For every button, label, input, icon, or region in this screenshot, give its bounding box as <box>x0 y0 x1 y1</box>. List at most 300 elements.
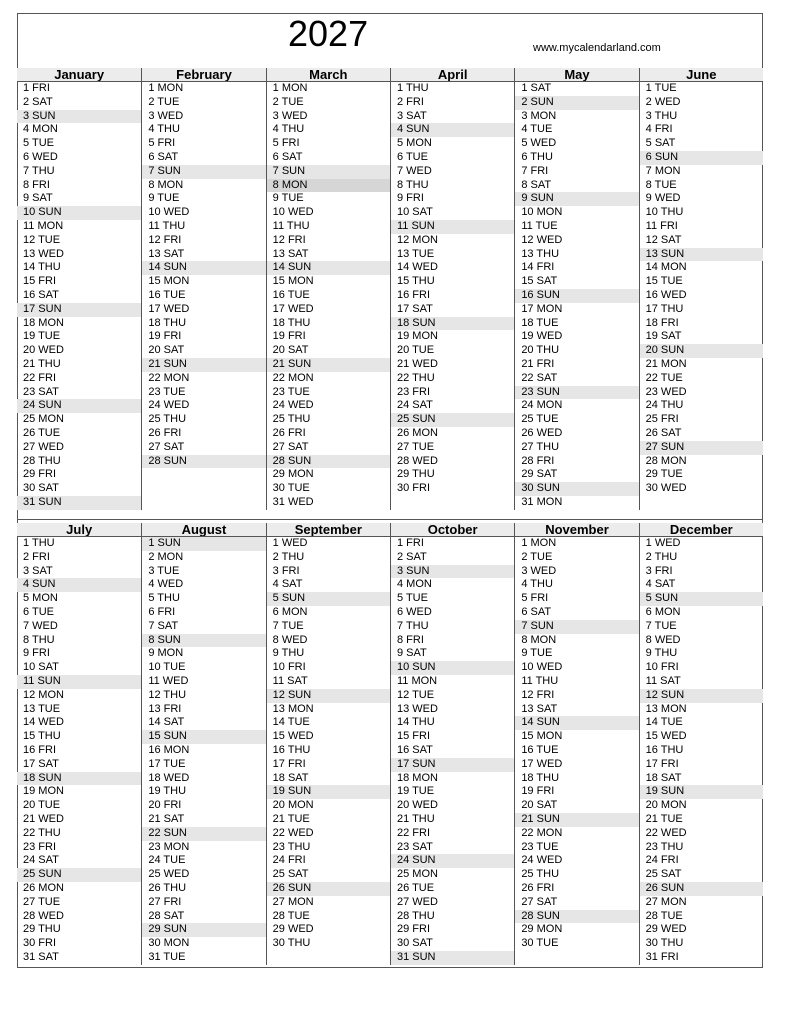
day-cell: 11 TUE <box>521 219 558 232</box>
day-cell: 16 TUE <box>521 743 559 756</box>
day-cell: 20 SAT <box>272 344 309 357</box>
day-cell: 6 TUE <box>396 150 428 163</box>
day-cell: 25 THU <box>148 413 187 426</box>
day-cell: 5 MON <box>23 592 58 605</box>
day-cell: 20 THU <box>521 344 560 357</box>
day-cell: 2 FRI <box>23 550 50 563</box>
day-cell: 10 WED <box>148 206 190 219</box>
day-cell: 30 THU <box>272 937 311 950</box>
day-cell: 1 MON <box>148 82 184 94</box>
day-cell: 25 SUN <box>17 868 141 882</box>
day-cell: 22 TUE <box>645 371 683 384</box>
day-cell: 3 FRI <box>645 564 673 577</box>
day-cell: 9 TUE <box>521 647 553 660</box>
day-cell: 28 MON <box>645 454 687 467</box>
day-cell: 3 THU <box>645 109 678 122</box>
day-cell: 7 SUN <box>515 620 638 634</box>
day-cell: 29 TUE <box>645 468 683 481</box>
day-cell: 31 WED <box>272 495 314 508</box>
day-cell: 6 WED <box>23 150 58 163</box>
day-cell: 19 TUE <box>396 785 435 798</box>
day-cell: 25 THU <box>521 868 560 881</box>
day-cell: 13 WED <box>396 702 438 715</box>
day-cell: 28 TUE <box>272 909 310 922</box>
day-cell: 1 MON <box>272 82 308 94</box>
day-cell: 29 WED <box>272 923 314 936</box>
day-cell: 17 SUN <box>17 303 141 317</box>
day-cell: 17 WED <box>148 302 190 315</box>
day-cell: 12 MON <box>23 688 64 701</box>
day-cell: 27 TUE <box>23 895 61 908</box>
day-cell: 23 THU <box>272 840 311 853</box>
day-cell: 27 MON <box>645 895 687 908</box>
day-cell: 12 MON <box>396 233 438 246</box>
day-cell: 10 WED <box>521 661 563 674</box>
day-cell: 4 TUE <box>521 123 553 136</box>
day-cell: 14 MON <box>645 261 687 274</box>
month-column-august <box>141 523 265 965</box>
day-cell: 2 THU <box>645 550 678 563</box>
day-cell: 14 THU <box>396 716 435 729</box>
day-cell: 11 SAT <box>272 674 308 687</box>
day-cell: 23 SAT <box>396 840 433 853</box>
day-cell: 22 WED <box>645 826 687 839</box>
website-label: www.mycalendarland.com <box>533 42 661 54</box>
day-cell: 7 FRI <box>521 164 549 177</box>
day-cell: 18 WED <box>148 771 190 784</box>
day-cell: 28 SUN <box>515 910 638 924</box>
day-cell: 10 TUE <box>148 661 186 674</box>
day-cell: 12 SAT <box>645 233 682 246</box>
day-cell: 26 TUE <box>396 881 435 894</box>
day-cell: 22 THU <box>23 826 61 839</box>
day-cell: 24 SAT <box>23 854 59 867</box>
day-cell: 22 SUN <box>142 827 265 841</box>
day-cell: 26 MON <box>396 426 438 439</box>
day-cell: 15 WED <box>645 730 687 743</box>
day-cell: 10 SUN <box>391 661 514 675</box>
day-cell: 11 WED <box>148 674 189 687</box>
day-cell: 7 MON <box>645 164 681 177</box>
day-cell: 26 FRI <box>148 426 182 439</box>
day-cell: 3 FRI <box>272 564 300 577</box>
day-cell: 22 THU <box>396 371 435 384</box>
day-cell: 13 SAT <box>272 247 309 260</box>
day-cell: 25 THU <box>272 413 311 426</box>
day-cell: 11 THU <box>148 219 186 232</box>
day-cell: 4 THU <box>272 123 305 136</box>
day-cell: 6 FRI <box>148 605 176 618</box>
day-cell: 29 MON <box>521 923 563 936</box>
day-cell: 28 SUN <box>267 455 390 469</box>
day-cell: 24 MON <box>521 399 563 412</box>
day-cell: 8 WED <box>272 633 308 646</box>
day-cell: 15 TUE <box>645 275 683 288</box>
day-cell: 16 FRI <box>396 288 430 301</box>
day-cell: 21 SUN <box>142 358 265 372</box>
day-cell: 24 WED <box>272 399 314 412</box>
day-cell: 27 WED <box>396 895 438 908</box>
month-column-march <box>266 68 390 510</box>
day-cell: 25 TUE <box>521 413 559 426</box>
day-cell: 4 SUN <box>391 123 514 137</box>
day-cell: 30 FRI <box>23 937 57 950</box>
day-cell: 16 TUE <box>272 288 310 301</box>
day-cell: 25 SAT <box>272 868 309 881</box>
day-cell: 29 THU <box>23 923 61 936</box>
day-cell: 19 FRI <box>272 330 306 343</box>
day-cell: 7 WED <box>396 164 432 177</box>
day-cell: 23 FRI <box>23 840 57 853</box>
day-cell: 3 SUN <box>391 565 514 579</box>
day-cell: 29 WED <box>645 923 687 936</box>
month-header: March <box>267 68 390 82</box>
day-cell: 18 FRI <box>645 316 679 329</box>
day-cell: 17 FRI <box>645 757 679 770</box>
day-cell: 2 TUE <box>521 550 553 563</box>
day-cell: 14 FRI <box>521 261 555 274</box>
day-cell: 23 MON <box>148 840 190 853</box>
day-cell: 17 SAT <box>23 757 59 770</box>
day-cell: 13 SUN <box>640 248 763 262</box>
day-cell: 28 FRI <box>521 454 555 467</box>
day-cell: 27 SAT <box>521 895 558 908</box>
day-cell: 10 MON <box>521 206 563 219</box>
day-cell: 16 WED <box>645 288 687 301</box>
day-cell: 24 FRI <box>645 854 679 867</box>
day-cell: 30 TUE <box>521 937 559 950</box>
day-cell: 1 TUE <box>645 82 677 94</box>
day-cell: 10 FRI <box>272 661 306 674</box>
day-cell: 21 WED <box>23 812 64 825</box>
day-cell: 6 SAT <box>148 150 179 163</box>
day-cell: 20 TUE <box>23 799 61 812</box>
day-cell: 12 FRI <box>148 233 182 246</box>
day-cell: 8 THU <box>396 178 429 191</box>
day-cell: 5 FRI <box>521 592 549 605</box>
day-cell: 6 SUN <box>640 151 763 165</box>
day-cell: 22 FRI <box>396 826 430 839</box>
day-cell: 19 SUN <box>267 785 390 799</box>
day-cell: 17 SUN <box>391 758 514 772</box>
day-cell: 26 SAT <box>645 426 682 439</box>
day-cell: 9 TUE <box>272 192 304 205</box>
day-cell: 30 TUE <box>272 482 310 495</box>
day-cell: 21 WED <box>396 357 438 370</box>
day-cell: 31 SUN <box>17 496 141 510</box>
day-cell: 5 THU <box>148 592 180 605</box>
day-cell: 28 WED <box>396 454 438 467</box>
day-cell: 21 THU <box>23 357 61 370</box>
month-header: May <box>515 68 638 82</box>
day-cell: 14 SUN <box>515 716 638 730</box>
day-cell: 17 WED <box>272 302 314 315</box>
day-cell: 9 MON <box>148 647 184 660</box>
day-cell: 8 MON <box>267 179 390 193</box>
day-cell: 14 WED <box>23 716 64 729</box>
day-cell: 14 TUE <box>645 716 683 729</box>
day-cell: 12 SUN <box>267 689 390 703</box>
day-cell: 25 SUN <box>391 413 514 427</box>
day-cell: 8 FRI <box>396 633 424 646</box>
day-cell: 16 SAT <box>396 743 433 756</box>
day-cell: 24 WED <box>521 854 563 867</box>
day-cell: 24 SUN <box>17 399 141 413</box>
day-cell: 16 SAT <box>23 288 59 301</box>
month-header: October <box>391 523 514 537</box>
day-cell: 11 FRI <box>645 219 678 232</box>
day-cell: 2 SAT <box>396 550 427 563</box>
day-cell: 30 FRI <box>396 482 430 495</box>
day-cell: 6 MON <box>645 605 681 618</box>
day-cell: 24 SAT <box>396 399 433 412</box>
day-cell: 11 SUN <box>17 675 141 689</box>
day-cell: 30 WED <box>645 482 687 495</box>
day-cell: 29 FRI <box>396 923 430 936</box>
day-cell: 1 THU <box>23 537 55 549</box>
day-cell: 27 MON <box>272 895 314 908</box>
day-cell: 21 THU <box>396 812 435 825</box>
day-cell: 19 TUE <box>23 330 61 343</box>
day-cell: 22 MON <box>521 826 563 839</box>
day-cell: 3 MON <box>521 109 557 122</box>
day-cell: 14 TUE <box>272 716 310 729</box>
day-cell: 23 TUE <box>272 385 310 398</box>
day-cell: 8 MON <box>148 178 184 191</box>
day-cell: 9 SUN <box>515 192 638 206</box>
day-cell: 15 FRI <box>23 275 57 288</box>
day-cell: 18 TUE <box>521 316 559 329</box>
day-cell: 2 MON <box>148 550 184 563</box>
year-title: 2027 <box>288 13 369 54</box>
day-cell: 29 FRI <box>23 468 57 481</box>
day-cell: 30 SAT <box>23 482 59 495</box>
day-cell: 7 SUN <box>267 165 390 179</box>
day-cell: 6 THU <box>521 150 553 163</box>
month-header: August <box>142 523 265 537</box>
day-cell: 12 FRI <box>521 688 555 701</box>
day-cell: 23 FRI <box>396 385 430 398</box>
day-cell: 10 SUN <box>17 206 141 220</box>
day-cell: 2 TUE <box>272 95 304 108</box>
day-cell: 17 WED <box>521 757 563 770</box>
day-cell: 1 THU <box>396 82 429 94</box>
day-cell: 18 SAT <box>272 771 309 784</box>
day-cell: 14 SAT <box>148 716 185 729</box>
day-cell: 18 THU <box>148 316 187 329</box>
day-cell: 11 MON <box>23 219 64 232</box>
day-cell: 6 MON <box>272 605 308 618</box>
day-cell: 19 WED <box>521 330 563 343</box>
day-cell: 13 SAT <box>521 702 558 715</box>
day-cell: 9 THU <box>272 647 305 660</box>
day-cell: 28 THU <box>396 909 435 922</box>
day-cell: 3 SAT <box>23 564 53 577</box>
day-cell: 4 THU <box>521 578 553 591</box>
day-cell: 10 SAT <box>23 661 59 674</box>
day-cell: 5 FRI <box>272 137 300 150</box>
month-header: February <box>142 68 265 82</box>
day-cell: 16 SUN <box>515 289 638 303</box>
day-cell: 14 THU <box>23 261 61 274</box>
day-cell: 30 SUN <box>515 482 638 496</box>
day-cell: 4 WED <box>148 578 184 591</box>
day-cell: 27 SAT <box>148 440 185 453</box>
month-column-june <box>639 68 763 510</box>
day-cell: 21 SAT <box>148 812 185 825</box>
day-cell: 8 MON <box>521 633 557 646</box>
day-cell: 12 SUN <box>640 689 763 703</box>
day-cell: 27 TUE <box>396 440 435 453</box>
day-cell: 26 SUN <box>640 882 763 896</box>
day-cell: 20 SAT <box>148 344 185 357</box>
day-cell: 11 THU <box>521 674 559 687</box>
month-header: November <box>515 523 638 537</box>
day-cell: 7 WED <box>23 619 58 632</box>
day-cell: 1 MON <box>521 537 557 549</box>
day-cell: 19 THU <box>148 785 187 798</box>
day-cell: 2 WED <box>645 95 681 108</box>
month-column-april <box>390 68 514 510</box>
day-cell: 31 TUE <box>148 950 186 963</box>
day-cell: 17 FRI <box>272 757 306 770</box>
day-cell: 6 WED <box>396 605 432 618</box>
day-cell: 15 SUN <box>142 730 265 744</box>
day-cell: 7 SUN <box>142 165 265 179</box>
day-cell: 9 FRI <box>23 647 50 660</box>
day-cell: 10 THU <box>645 206 684 219</box>
day-cell: 5 MON <box>396 137 432 150</box>
day-cell: 21 SUN <box>515 813 638 827</box>
month-header: April <box>391 68 514 82</box>
day-cell: 25 WED <box>148 868 190 881</box>
day-cell: 17 TUE <box>148 757 186 770</box>
day-cell: 10 FRI <box>645 661 679 674</box>
day-cell: 24 THU <box>645 399 684 412</box>
day-cell: 19 MON <box>23 785 64 798</box>
day-cell: 13 TUE <box>23 702 61 715</box>
day-cell: 12 TUE <box>396 688 435 701</box>
day-cell: 25 MON <box>396 868 438 881</box>
day-cell: 5 TUE <box>396 592 428 605</box>
day-cell: 2 SUN <box>515 96 638 110</box>
month-column-january <box>17 68 141 510</box>
day-cell: 15 MON <box>521 730 563 743</box>
day-cell: 13 MON <box>645 702 687 715</box>
half-divider <box>17 519 763 520</box>
day-cell: 8 SUN <box>142 634 265 648</box>
day-cell: 26 FRI <box>272 426 306 439</box>
month-header: January <box>17 68 141 82</box>
day-cell: 9 THU <box>645 647 678 660</box>
day-cell: 1 WED <box>272 537 308 549</box>
day-cell: 9 TUE <box>148 192 180 205</box>
day-cell: 22 MON <box>272 371 314 384</box>
day-cell: 18 THU <box>272 316 311 329</box>
day-cell: 12 WED <box>521 233 563 246</box>
day-cell: 11 SUN <box>391 220 514 234</box>
day-cell: 7 TUE <box>645 619 677 632</box>
day-cell: 28 SAT <box>148 909 185 922</box>
month-column-november <box>514 523 638 965</box>
day-cell: 15 WED <box>272 730 314 743</box>
day-cell: 13 TUE <box>396 247 435 260</box>
day-cell: 5 FRI <box>148 137 176 150</box>
day-cell: 30 THU <box>645 937 684 950</box>
day-cell: 23 THU <box>645 840 684 853</box>
day-cell: 5 SAT <box>645 137 676 150</box>
day-cell: 19 SAT <box>645 330 682 343</box>
day-cell: 31 FRI <box>645 950 679 963</box>
day-cell: 10 SAT <box>396 206 433 219</box>
day-cell: 18 THU <box>521 771 560 784</box>
day-cell: 18 MON <box>396 771 438 784</box>
day-cell: 26 SUN <box>267 882 390 896</box>
day-cell: 17 MON <box>521 302 563 315</box>
day-cell: 20 MON <box>645 799 687 812</box>
day-cell: 4 MON <box>23 123 58 136</box>
day-cell: 13 WED <box>23 247 64 260</box>
day-cell: 12 TUE <box>23 233 61 246</box>
day-cell: 16 MON <box>148 743 190 756</box>
day-cell: 24 TUE <box>148 854 186 867</box>
day-cell: 18 SUN <box>17 772 141 786</box>
day-cell: 9 WED <box>645 192 681 205</box>
day-cell: 5 TUE <box>23 137 54 150</box>
day-cell: 28 SUN <box>142 455 265 469</box>
day-cell: 14 SUN <box>142 261 265 275</box>
day-cell: 26 THU <box>148 881 187 894</box>
day-cell: 15 THU <box>396 275 435 288</box>
day-cell: 7 THU <box>396 619 429 632</box>
day-cell: 8 TUE <box>645 178 677 191</box>
day-cell: 5 SUN <box>267 592 390 606</box>
day-cell: 27 WED <box>23 440 64 453</box>
day-cell: 16 THU <box>645 743 684 756</box>
day-cell: 21 TUE <box>272 812 310 825</box>
day-cell: 2 SAT <box>23 95 53 108</box>
day-cell: 23 TUE <box>521 840 559 853</box>
day-cell: 24 SUN <box>391 854 514 868</box>
day-cell: 15 MON <box>148 275 190 288</box>
day-cell: 29 THU <box>396 468 435 481</box>
day-cell: 4 SAT <box>645 578 676 591</box>
day-cell: 16 THU <box>272 743 311 756</box>
months-jan-jun <box>17 68 763 510</box>
day-cell: 25 MON <box>23 413 64 426</box>
day-cell: 26 MON <box>23 881 64 894</box>
day-cell: 1 FRI <box>396 537 424 549</box>
day-cell: 21 TUE <box>645 812 683 825</box>
day-cell: 27 THU <box>521 440 560 453</box>
day-cell: 9 SAT <box>396 647 427 660</box>
day-cell: 22 FRI <box>23 371 57 384</box>
day-cell: 8 WED <box>645 633 681 646</box>
day-cell: 7 SAT <box>148 619 179 632</box>
day-cell: 27 SAT <box>272 440 309 453</box>
day-cell: 20 WED <box>23 344 64 357</box>
day-cell: 1 SAT <box>521 82 552 94</box>
day-cell: 31 MON <box>521 495 563 508</box>
day-cell: 14 WED <box>396 261 438 274</box>
day-cell: 22 MON <box>148 371 190 384</box>
day-cell: 20 WED <box>396 799 438 812</box>
day-cell: 12 FRI <box>272 233 306 246</box>
day-cell: 25 FRI <box>645 413 679 426</box>
day-cell: 17 SAT <box>396 302 433 315</box>
day-cell: 3 SUN <box>17 110 141 124</box>
day-cell: 12 THU <box>148 688 187 701</box>
